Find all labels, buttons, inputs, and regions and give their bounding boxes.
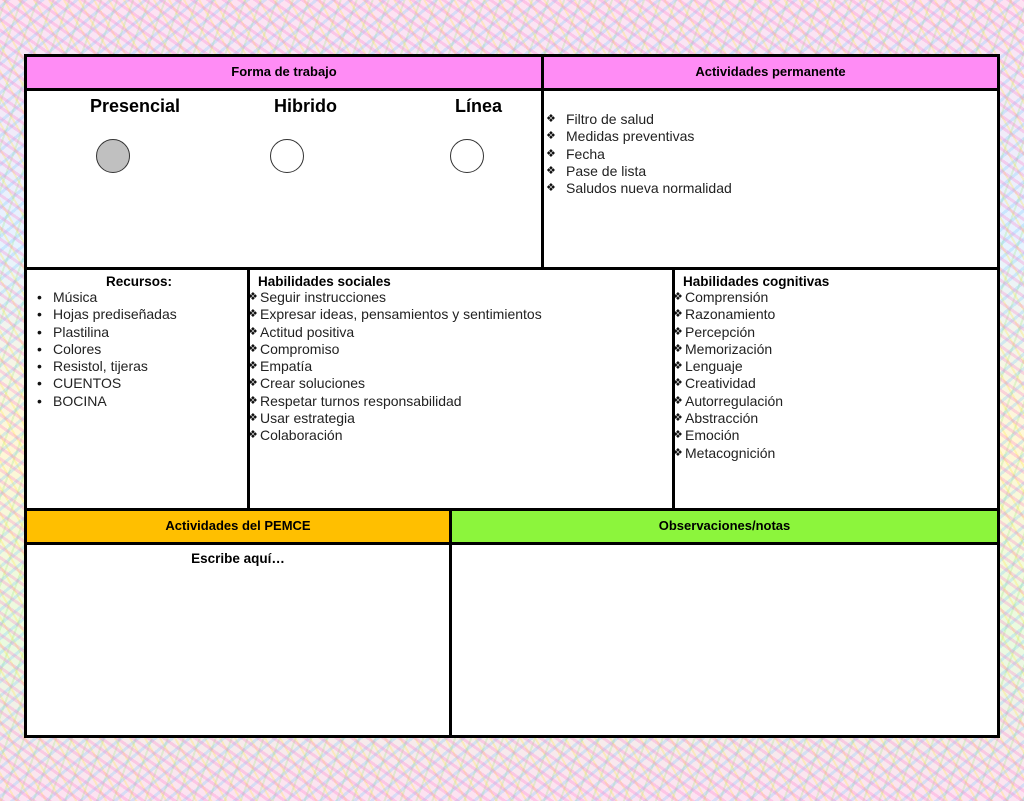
list-item: ❖ Expresar ideas, pensamientos y sentimientos <box>250 306 672 323</box>
list-item: ❖ Pase de lista <box>544 163 997 180</box>
mode-label-hibrido: Hibrido <box>274 96 337 116</box>
actividades-permanente-section <box>544 91 997 267</box>
work-mode-section <box>27 91 541 267</box>
grid-line <box>672 267 675 511</box>
recursos-section <box>27 270 247 508</box>
planning-sheet <box>24 54 1000 738</box>
list-item: ❖ Filtro de salud <box>544 111 997 128</box>
list-item: ❖ Metacognición <box>675 445 997 462</box>
list-item: ❖ Lenguaje <box>675 358 997 375</box>
list-item: ❖ Actitud positiva <box>250 324 672 341</box>
grid-line <box>27 88 997 91</box>
grid-line <box>27 508 997 511</box>
habilidades-sociales-list <box>250 289 672 445</box>
header-actividades-permanente: Actividades permanente <box>544 57 997 88</box>
list-item: ❖ Fecha <box>544 146 997 163</box>
header-forma-de-trabajo: Forma de trabajo <box>27 57 541 88</box>
recursos-title: Recursos: <box>105 274 173 289</box>
habilidades-sociales-section <box>250 270 672 508</box>
list-item: ❖ Empatía <box>250 358 672 375</box>
list-item: ❖ Seguir instrucciones <box>250 289 672 306</box>
grid-line <box>27 542 997 545</box>
mode-label-linea: Línea <box>455 96 503 116</box>
list-item: ❖ Autorregulación <box>675 393 997 410</box>
grid-line <box>247 267 250 511</box>
observaciones-notes-area[interactable] <box>452 545 997 735</box>
list-item: • Hojas prediseñadas <box>27 306 247 323</box>
list-item: • BOCINA <box>27 393 247 410</box>
list-item: ❖ Razonamiento <box>675 306 997 323</box>
grid-line <box>449 508 452 735</box>
grid-line <box>27 267 997 270</box>
recursos-list <box>27 289 247 410</box>
list-item: • Resistol, tijeras <box>27 358 247 375</box>
radio-presencial[interactable] <box>96 139 130 173</box>
list-item: ❖ Comprensión <box>675 289 997 306</box>
list-item: ❖ Usar estrategia <box>250 410 672 427</box>
radio-linea[interactable] <box>450 139 484 173</box>
pemce-notes-area[interactable] <box>27 545 449 735</box>
list-item: ❖ Medidas preventivas <box>544 128 997 145</box>
radio-hibrido[interactable] <box>270 139 304 173</box>
list-item: ❖ Memorización <box>675 341 997 358</box>
list-item: ❖ Respetar turnos responsabilidad <box>250 393 672 410</box>
list-item: ❖ Percepción <box>675 324 997 341</box>
list-item: ❖ Abstracción <box>675 410 997 427</box>
list-item: ❖ Colaboración <box>250 427 672 444</box>
list-item: ❖ Emoción <box>675 427 997 444</box>
list-item: • Colores <box>27 341 247 358</box>
pemce-placeholder: Escribe aquí… <box>191 551 285 566</box>
grid-line <box>541 57 544 270</box>
list-item: • CUENTOS <box>27 375 247 392</box>
header-observaciones: Observaciones/notas <box>452 511 997 542</box>
list-item: ❖ Saludos nueva normalidad <box>544 180 997 197</box>
list-item: • Plastilina <box>27 324 247 341</box>
list-item: • Música <box>27 289 247 306</box>
actividades-permanente-list <box>544 111 997 197</box>
mode-label-presencial: Presencial <box>90 96 181 116</box>
header-actividades-pemce: Actividades del PEMCE <box>27 511 449 542</box>
list-item: ❖ Compromiso <box>250 341 672 358</box>
habilidades-cognitivas-list <box>675 289 997 462</box>
habilidades-cognitivas-title: Habilidades cognitivas <box>683 274 830 289</box>
habilidades-cognitivas-section <box>675 270 997 508</box>
list-item: ❖ Crear soluciones <box>250 375 672 392</box>
habilidades-sociales-title: Habilidades sociales <box>258 274 391 289</box>
list-item: ❖ Creatividad <box>675 375 997 392</box>
